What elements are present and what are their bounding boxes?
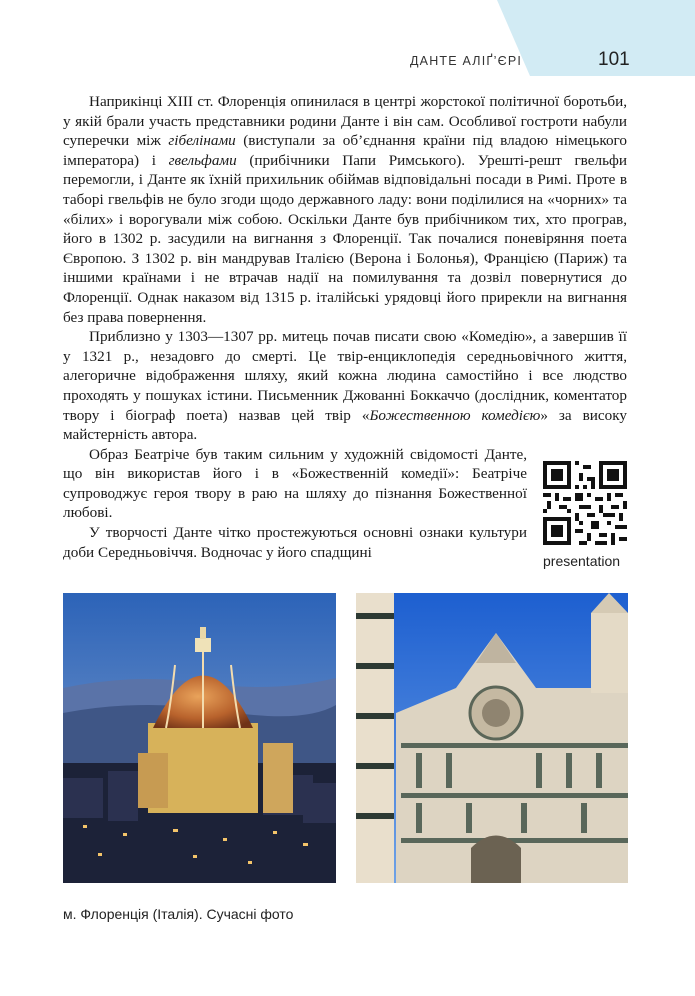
text-run: Наприкінці XIII ст. Флоренція опинилася в центрі жорстокої політичної боротьби, у якій брали участь представники родини Данте і він сам. Особливої гостроти набули суперечки між [63, 93, 627, 150]
page-number: 101 [598, 49, 630, 70]
paragraph [63, 92, 627, 327]
paragraph [63, 327, 627, 445]
florence-cathedral-facade-photo [356, 593, 628, 883]
qr-code-icon[interactable] [543, 461, 627, 545]
photo-caption: м. Флоренція (Італія). Сучасні фото [63, 906, 294, 922]
chapter-title: ДАНТЕ АЛІҐ’ЄРІ [410, 54, 523, 68]
text-run: (виступали за об’єднання країни під владою німецького імператора) і [63, 132, 627, 169]
qr-label: presentation [543, 553, 621, 569]
italic-term: гібелінами [168, 132, 236, 150]
text-run: У творчості Данте чітко простежуються основні ознаки культури доби Середньовіччя. Водночас у його спадщині [63, 524, 527, 561]
text-run: Приблизно у 1303—1307 рр. митець почав писати свою «Комедію», а завершив її у 1321 р., незадовго до смерті. Це твір-енциклопедія середньовічного життя, алегоричне відображення шляху, який кожна людина самостійно і все людство проходять у пошуках істини. Письменник Джованні Боккаччо (дослідник, коментатор твору і біограф поета) назвав цей твір « [63, 328, 627, 424]
text-run: (прибічники Папи Римського). Урешті-решт гвельфи перемогли, і Данте як їхній прихильник обіймав відповідальні посади в Римі. Проте в таборі гвельфів не було згоди щодо державного ладу: вони поділилися на «чорних» та «білих» і ворогували між собою. Оскільки Данте був прибічником тих, хто програв, його в 1302 р. засудили на вигнання з Флоренції. Так почалися поневіряння поета Європою. З 1302 р. він мандрував Італією (Верона і Болонья), Францією (Париж) та іншими країнами і не втрачав надії на помилування та дозвіл повернутися до Флоренції. Однак наказом від 1315 р. італійські урядовці його прирекли на вигнання без права повернення. [63, 151, 627, 326]
text-run: Образ Беатріче був таким сильним у художній свідомості Данте, що він використав його і в «Божественній комедії»: Беатріче супроводжує героя твору в раю на шляху до пізнання Божественної любові. [63, 445, 527, 522]
italic-term: Божественною комедією [369, 406, 541, 424]
florence-dome-photo [63, 593, 336, 883]
text-run: » за високу майстерність автора. [63, 406, 627, 444]
header-accent-band [0, 0, 695, 80]
italic-term: гвельфами [168, 151, 237, 169]
